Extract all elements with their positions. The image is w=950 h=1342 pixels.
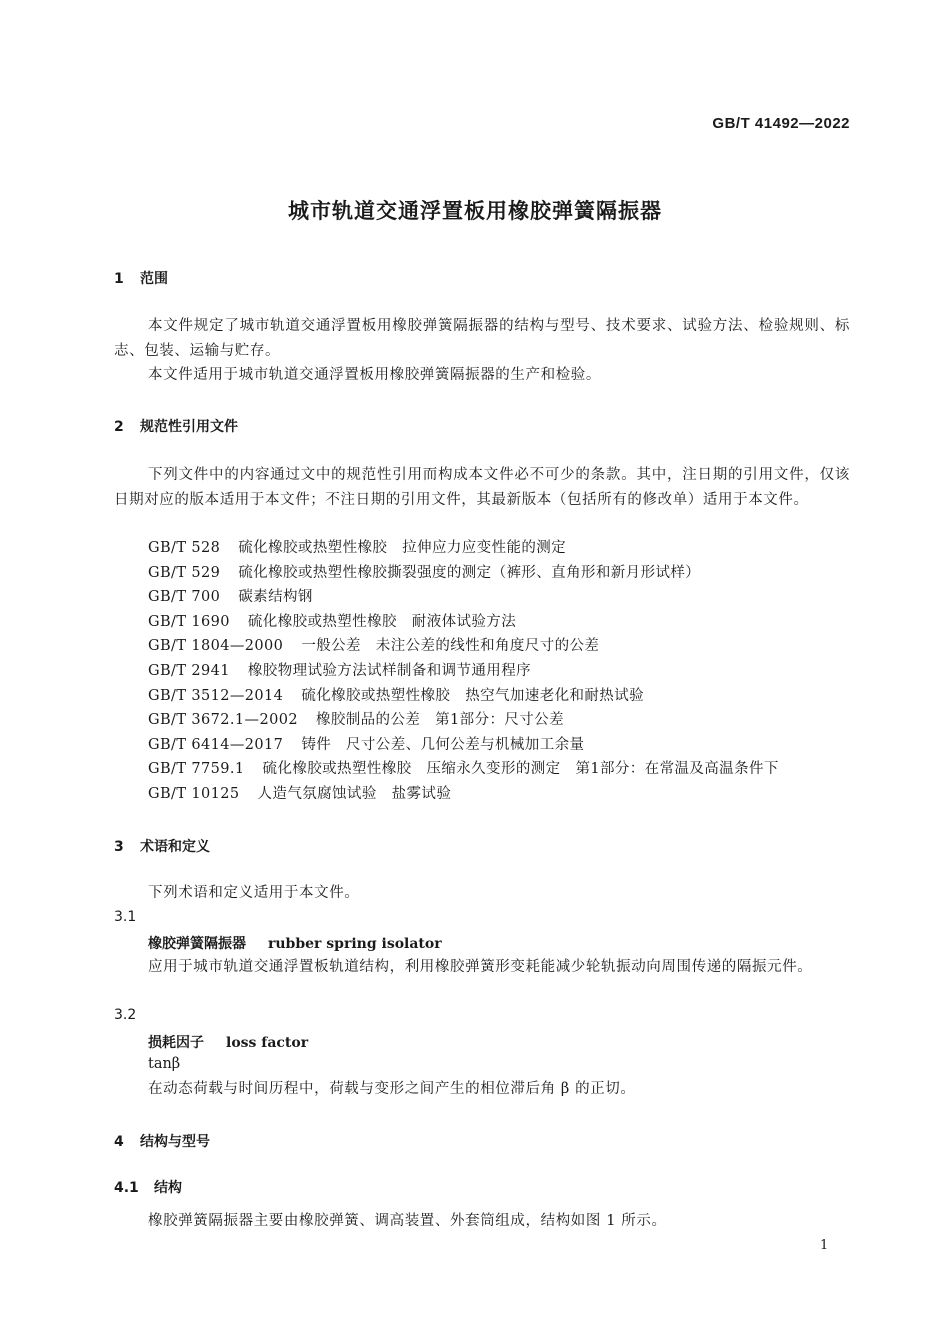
- reference-item: [148, 659, 779, 684]
- term-zh: 橡胶弹簧隔振器: [148, 936, 246, 952]
- term-3-1-definition: [114, 955, 850, 980]
- section-number: 2: [114, 419, 124, 435]
- section-title: 结构与型号: [140, 1134, 210, 1150]
- reference-title: 橡胶物理试验方法试样制备和调节通用程序: [247, 662, 532, 679]
- section-number: 3: [114, 839, 124, 855]
- section-2-heading: [114, 416, 238, 436]
- reference-code: GB/T 2941: [148, 662, 230, 679]
- subsection-4-1-body: [114, 1209, 850, 1234]
- subsection-4-1-heading: [114, 1177, 182, 1197]
- paragraph: 下列术语和定义适用于本文件。: [148, 885, 360, 901]
- subsection-number: 4.1: [114, 1180, 139, 1196]
- reference-item: [148, 733, 779, 758]
- page-number: 1: [820, 1238, 829, 1253]
- reference-code: GB/T 7759.1: [148, 761, 245, 778]
- section-title: 术语和定义: [140, 839, 210, 855]
- paragraph: 橡胶弹簧隔振器主要由橡胶弹簧、调高装置、外套筒组成，结构如图 1 所示。: [148, 1213, 667, 1229]
- subsection-title: 结构: [154, 1180, 182, 1196]
- reference-item: [148, 585, 779, 610]
- section-1-body: [114, 314, 850, 388]
- reference-item: [148, 782, 779, 807]
- term-zh: 损耗因子: [148, 1035, 204, 1051]
- reference-title: 橡胶制品的公差 第1部分：尺寸公差: [315, 712, 564, 729]
- term-3-2-definition: [114, 1077, 850, 1102]
- clause-3-2-number: 3.2: [114, 1007, 137, 1023]
- section-2-intro: [114, 463, 850, 512]
- section-4-heading: [114, 1131, 210, 1151]
- reference-item: [148, 536, 779, 561]
- section-title: 范围: [140, 271, 168, 287]
- clause-3-1-number: 3.1: [114, 909, 137, 925]
- section-number: 1: [114, 271, 124, 287]
- standard-code: GB/T 41492—2022: [712, 115, 850, 132]
- term-en: loss factor: [226, 1035, 309, 1051]
- reference-item: [148, 708, 779, 733]
- reference-title: 硫化橡胶或热塑性橡胶 拉伸应力应变性能的测定: [238, 540, 567, 556]
- reference-item: [148, 757, 779, 782]
- paragraph: 本文件适用于城市轨道交通浮置板用橡胶弹簧隔振器的生产和检验。: [148, 367, 601, 384]
- term-3-1: [148, 933, 442, 953]
- reference-title: 人造气氛腐蚀试验 盐雾试验: [257, 785, 452, 802]
- reference-item: [148, 561, 779, 586]
- reference-code: GB/T 1804—2000: [148, 638, 284, 655]
- document-title: 城市轨道交通浮置板用橡胶弹簧隔振器: [288, 199, 662, 223]
- reference-code: GB/T 700: [148, 589, 221, 606]
- reference-list: [148, 536, 779, 807]
- section-title: 规范性引用文件: [140, 419, 238, 435]
- reference-code: GB/T 6414—2017: [148, 736, 284, 753]
- reference-code: GB/T 528: [148, 540, 221, 556]
- paragraph: 在动态荷载与时间历程中，荷载与变形之间产生的相位滞后角 β 的正切。: [148, 1081, 636, 1097]
- reference-code: GB/T 3512—2014: [148, 687, 284, 704]
- reference-title: 硫化橡胶或热塑性橡胶 耐液体试验方法: [247, 613, 517, 630]
- section-3-heading: [114, 836, 210, 856]
- term-symbol: tanβ: [148, 1056, 181, 1072]
- reference-title: 一般公差 未注公差的线性和角度尺寸的公差: [301, 638, 600, 655]
- reference-title: 铸件 尺寸公差、几何公差与机械加工余量: [301, 736, 585, 753]
- reference-item: [148, 684, 779, 709]
- reference-title: 碳素结构钢: [238, 589, 313, 606]
- reference-title: 硫化橡胶或热塑性橡胶 热空气加速老化和耐热试验: [301, 687, 645, 704]
- reference-code: GB/T 529: [148, 564, 221, 581]
- term-3-2: [148, 1032, 308, 1052]
- term-en: rubber spring isolator: [268, 936, 442, 952]
- reference-title: 硫化橡胶或热塑性橡胶撕裂强度的测定（裤形、直角形和新月形试样）: [238, 564, 701, 581]
- paragraph: 本文件规定了城市轨道交通浮置板用橡胶弹簧隔振器的结构与型号、技术要求、试验方法、检验规则、标志、包装、运输与贮存。: [114, 318, 850, 359]
- section-3-intro: [114, 881, 850, 906]
- reference-item: [148, 634, 779, 659]
- paragraph: 应用于城市轨道交通浮置板轨道结构，利用橡胶弹簧形变耗能减少轮轨振动向周围传递的隔振元件。: [148, 959, 813, 975]
- section-number: 4: [114, 1134, 124, 1150]
- reference-code: GB/T 10125: [148, 785, 240, 802]
- reference-code: GB/T 1690: [148, 613, 230, 630]
- section-1-heading: [114, 268, 168, 288]
- paragraph: 下列文件中的内容通过文中的规范性引用而构成本文件必不可少的条款。其中，注日期的引用文件，仅该日期对应的版本适用于本文件；不注日期的引用文件，其最新版本（包括所有的修改单）适用于本文件。: [114, 467, 850, 508]
- reference-code: GB/T 3672.1—2002: [148, 712, 298, 729]
- reference-item: [148, 610, 779, 635]
- reference-title: 硫化橡胶或热塑性橡胶 压缩永久变形的测定 第1部分：在常温及高温条件下: [262, 761, 779, 778]
